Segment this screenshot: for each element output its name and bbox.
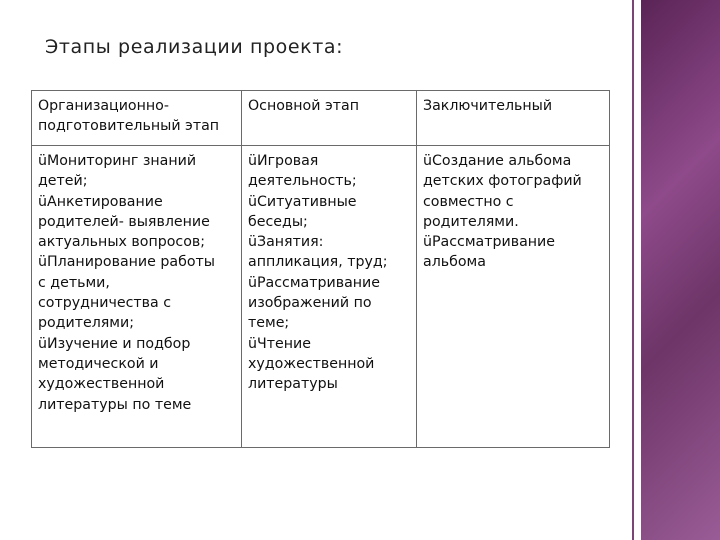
list-item: üРассматривание альбома [423,234,556,271]
main-stage-items [242,146,417,448]
header-main-stage: Основной этап [242,91,417,146]
decorative-divider-line [632,0,634,540]
header-preparatory-stage: Организационно- подготовительный этап [32,91,242,146]
project-stages-table [31,90,610,448]
list-item: üИгровая деятельность; [248,153,357,190]
list-item: üПланирование работы с детьми, сотрудничества с родителями; [38,254,215,332]
list-item: üАнкетирование родителей- выявление актуальных вопросов; [38,193,210,251]
list-item: üСоздание альбома детских фотографий совместно с родителями. [423,153,582,230]
table-row [32,146,610,448]
list-item: üМониторинг знаний детей; [38,153,197,190]
preparatory-stage-items [32,146,242,448]
decorative-side-panel [641,0,720,540]
page-title: Этапы реализации проекта: [45,36,344,58]
list-item: üРассматривание изображений по теме; [248,274,381,332]
list-item: üИзучение и подбор методической и художественной литературы по теме [38,335,192,413]
final-stage-items [417,146,610,448]
list-item: üЧтение художественной литературы [248,335,375,393]
header-final-stage: Заключительный [417,91,610,146]
table-header-row [32,91,610,146]
list-item: üЗанятия: аппликация, труд; [248,234,388,271]
list-item: üСитуативные беседы; [248,193,357,230]
